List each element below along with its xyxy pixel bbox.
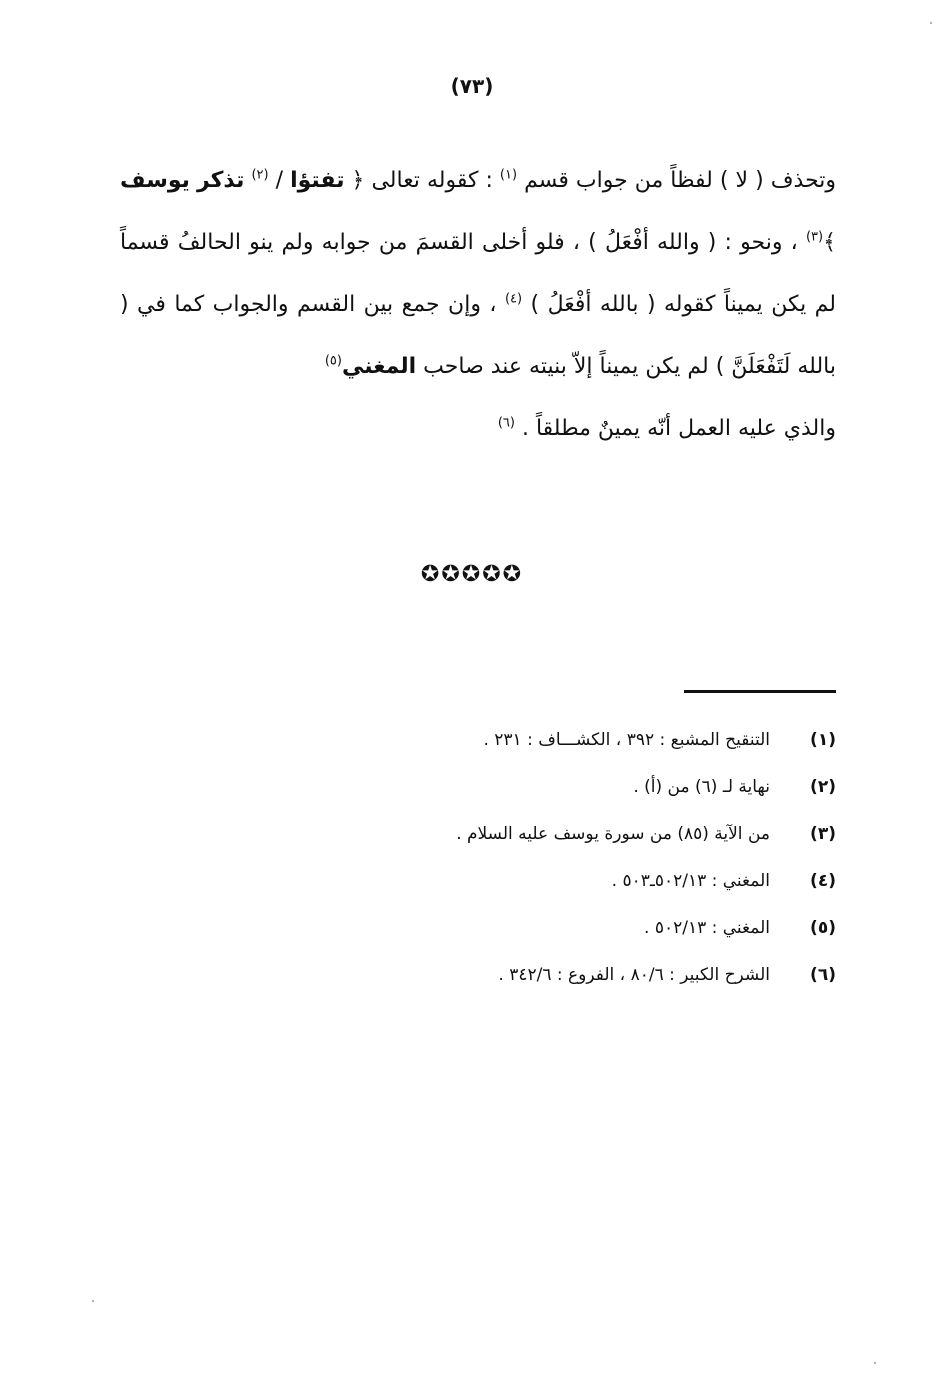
footnote-item (300, 716, 836, 763)
page-number: (٧٣) (450, 74, 494, 98)
body-line-4: والجواب كما في ( بالله لَتَفْعَلَنَّ ) لم يكن يميناً إلاّ بنيته عند صاحب المغني$^{(٥)}$ (120, 292, 836, 379)
footnote-ref-5: (٥) (324, 353, 342, 369)
footnote-separator (684, 690, 836, 693)
footnote-ref-4: (٤) (504, 291, 523, 307)
footnote-ref-1: (١) (499, 167, 518, 183)
footnote-number: (٤) (810, 870, 836, 891)
footnote-number: (٦) (810, 964, 836, 985)
footnote-text: الشرح الكبير : ٨٠/٦ ، الفروع : ٣٤٢/٦ . (498, 964, 770, 985)
footnote-ref-6: (٦) (497, 415, 515, 431)
scan-speck (930, 22, 932, 24)
footnote-item (300, 951, 836, 998)
section-ornament: ✪✪✪✪✪ (420, 562, 524, 587)
quran-word: تذكر (196, 168, 245, 193)
body-line-1: وتحذف ( لا ) لفظاً من جواب قسم $^{(١)}$ : كقوله تعالى ﴿ تفتؤا / $^{(٢)}$ تذكر (196, 167, 837, 193)
main-paragraph (120, 150, 836, 460)
footnote-number: (٣) (810, 823, 836, 844)
scan-speck (92, 1300, 94, 1302)
book-title: المغني (341, 354, 417, 379)
footnote-text: المغني : ٥٠٢/١٣ـ٥٠٣ . (611, 870, 770, 891)
footnote-item (300, 904, 836, 951)
footnote-item (300, 810, 836, 857)
body-line-3: الحالفُ قسماً لم يكن يميناً كقوله ( بالله أفْعَلُ ) $^{(٤)}$ ، وإن جمع بين القسم (120, 230, 837, 317)
body-line-5: والذي عليه العمل أنّه يمينٌ مطلقاً . $^{(٦)}$ (497, 415, 836, 441)
footnote-number: (٢) (810, 776, 836, 797)
quran-word: تفتؤا (290, 168, 345, 193)
footnote-text: المغني : ٥٠٢/١٣ . (644, 917, 770, 938)
footnote-number: (٥) (810, 917, 836, 938)
footnote-number: (١) (810, 729, 836, 750)
body-line-2: يوسف ﴾$^{(٣)}$ ، ونحو : ( والله أفْعَلُ ) ، فلو أخلى القسمَ من جوابه ولم ينو (120, 168, 836, 255)
footnote-item (300, 763, 836, 810)
scan-speck (874, 1362, 876, 1364)
footnotes-list (300, 716, 836, 998)
quran-word: يوسف (120, 168, 190, 193)
footnote-ref-2: (٢) (251, 167, 269, 183)
footnote-text: التنقيح المشبع : ٣٩٢ ، الكشـــاف : ٢٣١ . (483, 729, 770, 750)
footnote-text: من الآية (٨٥) من سورة يوسف عليه السلام . (456, 823, 770, 844)
footnote-text: نهاية لـ (٦) من (أ) . (633, 776, 770, 797)
footnote-item (300, 857, 836, 904)
footnote-ref-3: (٣) (805, 229, 824, 245)
